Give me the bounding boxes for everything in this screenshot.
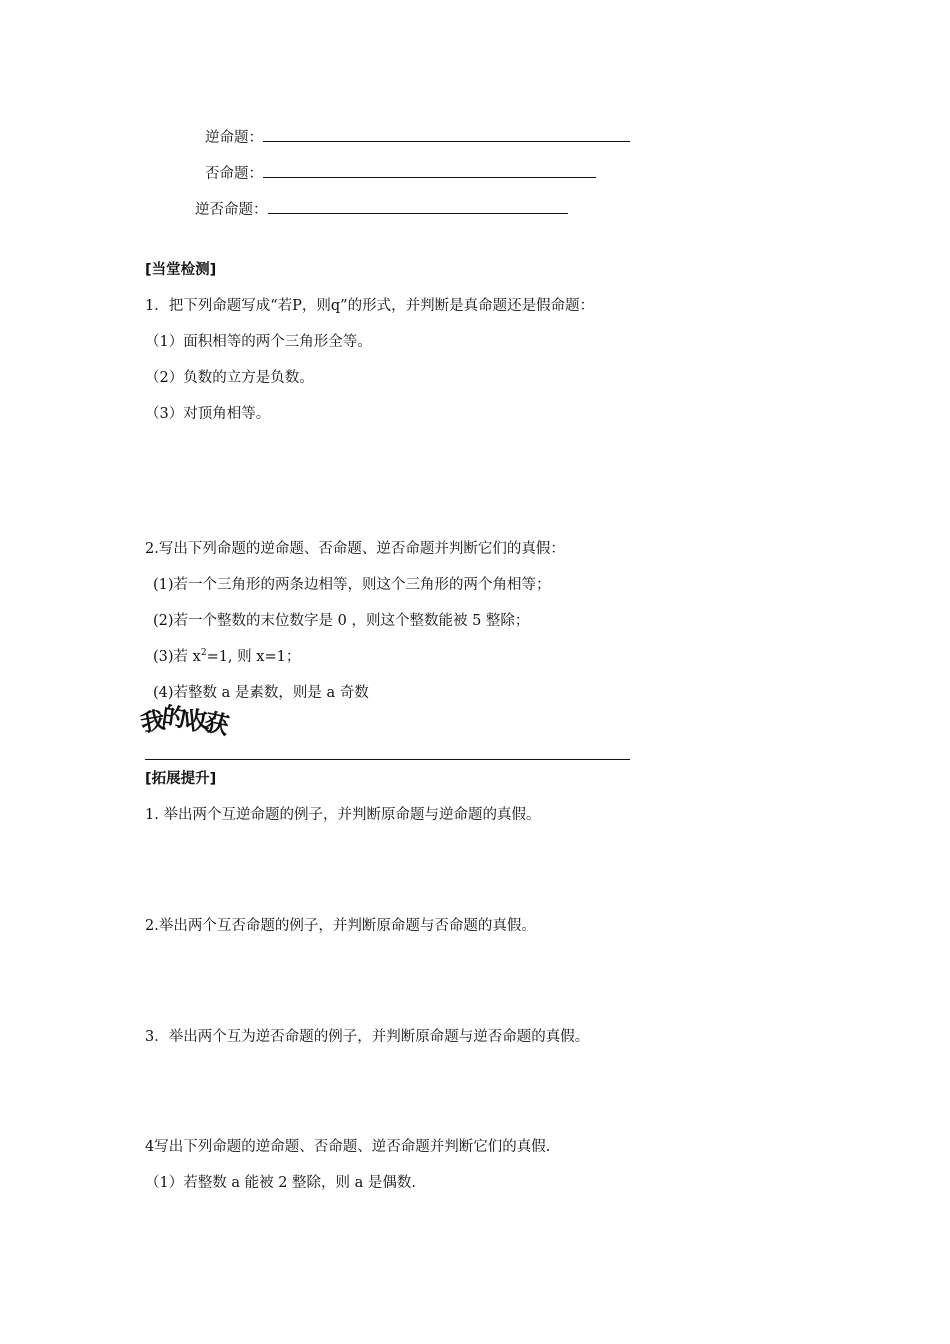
converse-blank[interactable] [263,127,630,142]
extend-q1: 1. 举出两个互逆命题的例子，并判断原命题与逆命题的真假。 [145,807,541,823]
harvest-title-text [138,700,230,740]
section-check-header: [当堂检测] [145,262,217,278]
extend-q4-prompt: 4写出下列命题的逆命题、否命题、逆否命题并判断它们的真假. [145,1139,551,1155]
check-q1-prompt: 1．把下列命题写成“若P，则q”的形式，并判断是真命题还是假命题： [145,298,595,314]
converse-label: 逆命题： [205,130,263,146]
inverse-blank[interactable] [263,163,596,178]
harvest-title-char: 收 [182,705,208,737]
check-q2-item-3 [153,647,300,667]
inverse-answer-line[interactable] [205,163,596,184]
check-q1-item-2: （2）负数的立方是负数。 [145,370,314,386]
check-q2-item-3-part-b: =1, 则 x=1； [206,649,301,665]
harvest-divider [145,759,630,760]
contrapositive-answer-line[interactable] [195,199,568,220]
inverse-label: 否命题： [205,166,263,182]
section-extend-header: [拓展提升] [145,771,217,787]
converse-answer-line[interactable] [205,127,630,148]
contrapositive-blank[interactable] [268,199,568,214]
extend-q2: 2.举出两个互否命题的例子，并判断原命题与否命题的真假。 [145,918,536,934]
harvest-title [138,700,230,740]
check-q2-item-4: (4)若整数 a 是素数，则是 a 奇数 [153,685,369,701]
check-q2-item-3-part-a: (3)若 x [153,649,201,665]
check-q2-item-1: (1)若一个三角形的两条边相等，则这个三角形的两个角相等； [153,577,551,593]
extend-q4-item-1: （1）若整数 a 能被 2 整除，则 a 是偶数. [145,1175,417,1191]
extend-q3: 3．举出两个互为逆否命题的例子，并判断原命题与逆否命题的真假。 [145,1029,590,1045]
contrapositive-label: 逆否命题： [195,202,268,218]
check-q2-prompt: 2.写出下列命题的逆命题、否命题、逆否命题并判断它们的真假： [145,541,565,557]
harvest-title-char: 我 [138,706,166,738]
check-q2-item-3-superscript: 2 [200,648,207,659]
harvest-title-char: 获 [201,707,230,740]
check-q1-item-1: （1）面积相等的两个三角形全等。 [145,334,372,350]
check-q1-item-3: （3）对顶角相等。 [145,406,271,422]
check-q2-item-2: (2)若一个整数的末位数字是 0 ，则这个整数能被 5 整除； [153,613,530,629]
harvest-title-char: 的 [160,701,186,733]
